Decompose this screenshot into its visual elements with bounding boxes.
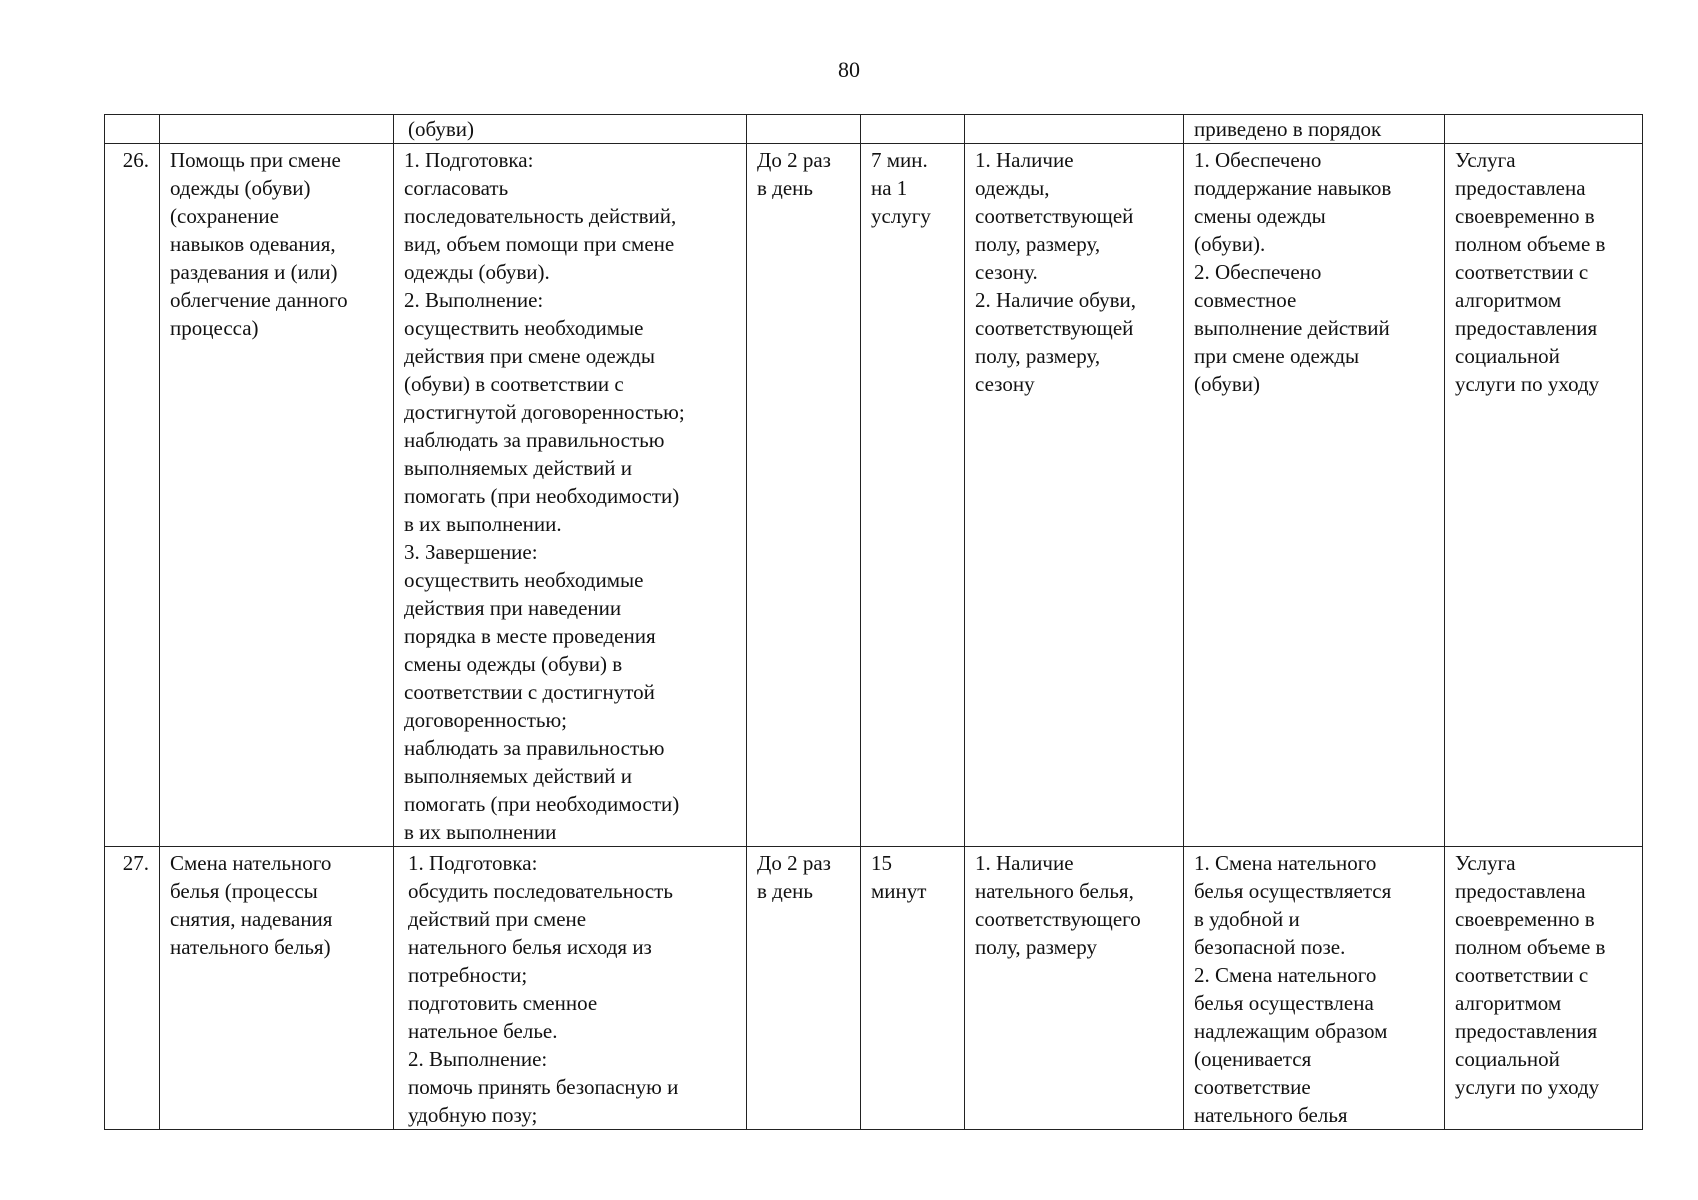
content-line: действий при смене [408,907,587,931]
cell-conditions [965,847,1184,1130]
time-line: 7 мин. [871,148,928,172]
result-line: 2. Смена нательного [1194,963,1377,987]
cell-service-content [394,115,747,144]
cell-service-content [394,144,747,847]
cell-time [861,847,965,1130]
assessment-line: своевременно в [1455,204,1595,228]
frequency-line: До 2 раз [757,148,831,172]
name-line: облегчение данного [170,288,348,312]
time-line: 15 [871,851,892,875]
conditions-line: полу, размеру, [975,232,1101,256]
result-line: безопасной позе. [1194,935,1346,959]
result-line: смены одежды [1194,204,1326,228]
content-line: потребности; [408,963,528,987]
content-line: нательного белья исходя из [408,935,652,959]
content-line: нательное белье. [408,1019,558,1043]
result-line: (обуви) [1194,372,1261,396]
conditions-line: соответствующего [975,907,1141,931]
result-line: в удобной и [1194,907,1300,931]
cell-number: 26. [105,144,160,847]
assessment-line: Услуга [1455,148,1516,172]
time-line: минут [871,879,927,903]
cell-frequency [747,144,861,847]
cell-number [105,115,160,144]
content-line: действия при смене одежды [404,344,655,368]
conditions-line: 2. Наличие обуви, [975,288,1137,312]
assessment-line: полном объеме в [1455,232,1606,256]
cell-result [1184,144,1445,847]
content-line: выполняемых действий и [404,456,632,480]
table-row [105,847,1643,1130]
cell-service-name [160,144,394,847]
assessment-line: услуги по уходу [1455,1075,1600,1099]
content-line: 2. Выполнение: [408,1047,548,1071]
conditions-line: 1. Наличие [975,148,1074,172]
cell-result [1184,847,1445,1130]
table-row-continuation [105,115,1643,144]
cell-time [861,144,965,847]
content-line: 1. Подготовка: [404,148,534,172]
result-line: соответствие [1194,1075,1311,1099]
result-line: выполнение действий [1194,316,1390,340]
time-line: услугу [871,204,931,228]
content-line: выполняемых действий и [404,764,632,788]
cell-service-content [394,847,747,1130]
content-line: осуществить необходимые [404,316,644,340]
conditions-line: 1. Наличие [975,851,1074,875]
assessment-line: соответствии с [1455,260,1589,284]
result-line: надлежащим образом [1194,1019,1388,1043]
frequency-line: До 2 раз [757,851,831,875]
cell-result [1184,115,1445,144]
service-standards-table [104,114,1643,1130]
content-line: 2. Выполнение: [404,288,544,312]
cell-frequency [747,847,861,1130]
table-row [105,144,1643,847]
name-line: навыков одевания, [170,232,336,256]
assessment-line: предоставления [1455,316,1598,340]
content-line: в их выполнении. [404,512,562,536]
name-line: белья (процессы [170,879,318,903]
content-line: 3. Завершение: [404,540,538,564]
name-line: процесса) [170,316,259,340]
name-line: одежды (обуви) [170,176,311,200]
frequency-line: в день [757,176,813,200]
cell-number: 27. [105,847,160,1130]
content-line: в их выполнении [404,820,557,844]
content-line: (обуви) [408,117,475,141]
content-line: одежды (обуви). [404,260,550,284]
content-line: 1. Подготовка: [408,851,538,875]
result-line: (обуви). [1194,232,1266,256]
content-line: порядка в месте проведения [404,624,656,648]
cell-assessment [1445,847,1643,1130]
conditions-line: сезону. [975,260,1038,284]
content-line: договоренностью; [404,708,567,732]
result-line: 1. Смена нательного [1194,851,1377,875]
frequency-line: в день [757,879,813,903]
assessment-line: алгоритмом [1455,991,1562,1015]
content-line: подготовить сменное [408,991,598,1015]
conditions-line: одежды, [975,176,1050,200]
result-line: при смене одежды [1194,344,1360,368]
conditions-line: полу, размеру [975,935,1097,959]
assessment-line: социальной [1455,344,1560,368]
content-line: помогать (при необходимости) [404,484,680,508]
result-line: 1. Обеспечено [1194,148,1322,172]
content-line: вид, объем помощи при смене [404,232,675,256]
time-line: на 1 [871,176,908,200]
result-line: 2. Обеспечено [1194,260,1322,284]
cell-service-name [160,847,394,1130]
conditions-line: соответствующей [975,204,1134,228]
content-line: помочь принять безопасную и [408,1075,679,1099]
cell-conditions [965,115,1184,144]
result-line: приведено в порядок [1194,117,1382,141]
content-line: (обуви) в соответствии с [404,372,624,396]
name-line: нательного белья) [170,935,331,959]
name-line: Смена нательного [170,851,332,875]
result-line: нательного белья [1194,1103,1348,1127]
content-line: действия при наведении [404,596,622,620]
cell-service-name [160,115,394,144]
assessment-line: предоставлена [1455,176,1586,200]
assessment-line: предоставления [1455,1019,1598,1043]
cell-assessment [1445,144,1643,847]
content-line: согласовать [404,176,509,200]
result-line: белья осуществлена [1194,991,1374,1015]
assessment-line: предоставлена [1455,879,1586,903]
content-line: соответствии с достигнутой [404,680,655,704]
result-line: поддержание навыков [1194,176,1392,200]
conditions-line: нательного белья, [975,879,1134,903]
assessment-line: соответствии с [1455,963,1589,987]
assessment-line: своевременно в [1455,907,1595,931]
cell-frequency [747,115,861,144]
assessment-line: услуги по уходу [1455,372,1600,396]
content-line: достигнутой договоренностью; [404,400,685,424]
assessment-line: Услуга [1455,851,1516,875]
content-line: осуществить необходимые [404,568,644,592]
result-line: белья осуществляется [1194,879,1392,903]
assessment-line: алгоритмом [1455,288,1562,312]
page-number: 80 [838,57,860,82]
content-line: наблюдать за правильностью [404,428,665,452]
result-line: (оценивается [1194,1047,1312,1071]
content-line: наблюдать за правильностью [404,736,665,760]
cell-conditions [965,144,1184,847]
cell-assessment [1445,115,1643,144]
result-line: совместное [1194,288,1297,312]
content-line: удобную позу; [408,1103,538,1127]
conditions-line: полу, размеру, [975,344,1101,368]
content-line: помогать (при необходимости) [404,792,680,816]
content-line: последовательность действий, [404,204,677,228]
assessment-line: полном объеме в [1455,935,1606,959]
name-line: Помощь при смене [170,148,341,172]
name-line: снятия, надевания [170,907,333,931]
content-line: смены одежды (обуви) в [404,652,623,676]
name-line: раздевания и (или) [170,260,338,284]
cell-time [861,115,965,144]
content-line: обсудить последовательность [408,879,673,903]
assessment-line: социальной [1455,1047,1560,1071]
conditions-line: сезону [975,372,1035,396]
conditions-line: соответствующей [975,316,1134,340]
name-line: (сохранение [170,204,279,228]
